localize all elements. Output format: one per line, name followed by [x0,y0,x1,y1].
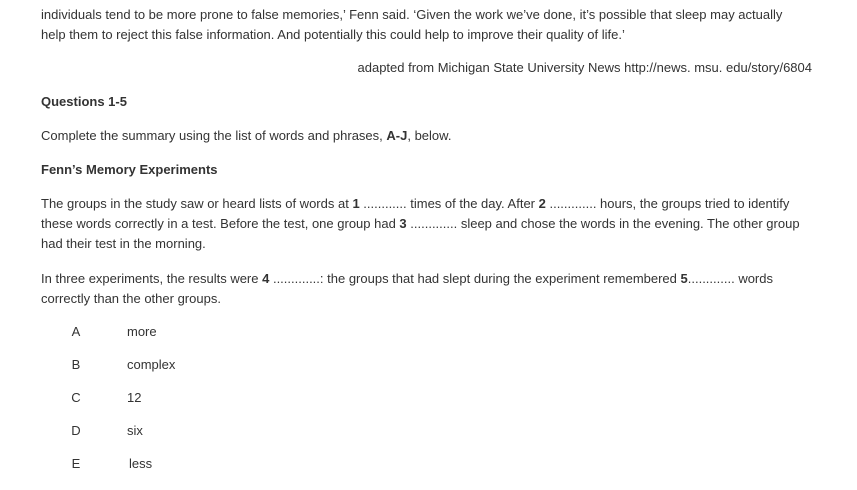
option-letter: A [71,324,81,339]
option-letter: B [71,357,81,372]
gap-number-2: 2 [538,196,546,211]
passage-line-1: individuals tend to be more prone to false memories,’ Fenn said. ‘Given the work we’ve done, it’s possible that sleep may actually [41,7,783,22]
summary-text: ............. words correctly than the other groups. [41,271,773,306]
questions-heading: Questions 1-5 [41,94,127,109]
summary-text: The groups in the study saw or heard lists of words at [41,196,353,211]
summary-text: In three experiments, the results were [41,271,263,286]
summary-text: .............: the groups that had slept during the experiment remembered [269,271,681,286]
summary-text: ............ times of the day. After [359,196,539,211]
option-letter: C [71,390,81,405]
passage-line-2: help them to reject this false information. And potentially this could help to improve their quality of life.’ [41,27,625,42]
option-letter: D [71,423,81,438]
option-text: more [127,324,157,339]
option-text: 12 [127,390,142,405]
top-shadow [0,0,857,2]
option-text: less [129,456,153,471]
instruction-post: , below. [407,128,452,143]
gap-number-4: 4 [262,271,270,286]
gap-number-1: 1 [352,196,360,211]
option-text: complex [127,357,176,372]
source-citation: adapted from Michigan State University News http://news. msu. edu/story/6804 [357,60,812,75]
summary-title: Fenn’s Memory Experiments [41,162,218,177]
instruction-pre: Complete the summary using the list of words and phrases, [41,128,387,143]
gap-number-3: 3 [399,216,407,231]
summary-paragraph-1 [41,194,801,254]
summary-text: ............. hours, the groups tried to identify these words correctly in a test. Before the test, one group had [41,196,790,231]
summary-text: ............. sleep and chose the words in the evening. The other group had their test in the morning. [41,216,800,251]
option-text: six [127,423,143,438]
gap-number-5: 5 [680,271,688,286]
instruction-range: A-J [386,128,408,143]
summary-paragraph-2 [41,269,806,309]
option-letter: E [71,456,81,471]
instruction-text [41,126,821,146]
